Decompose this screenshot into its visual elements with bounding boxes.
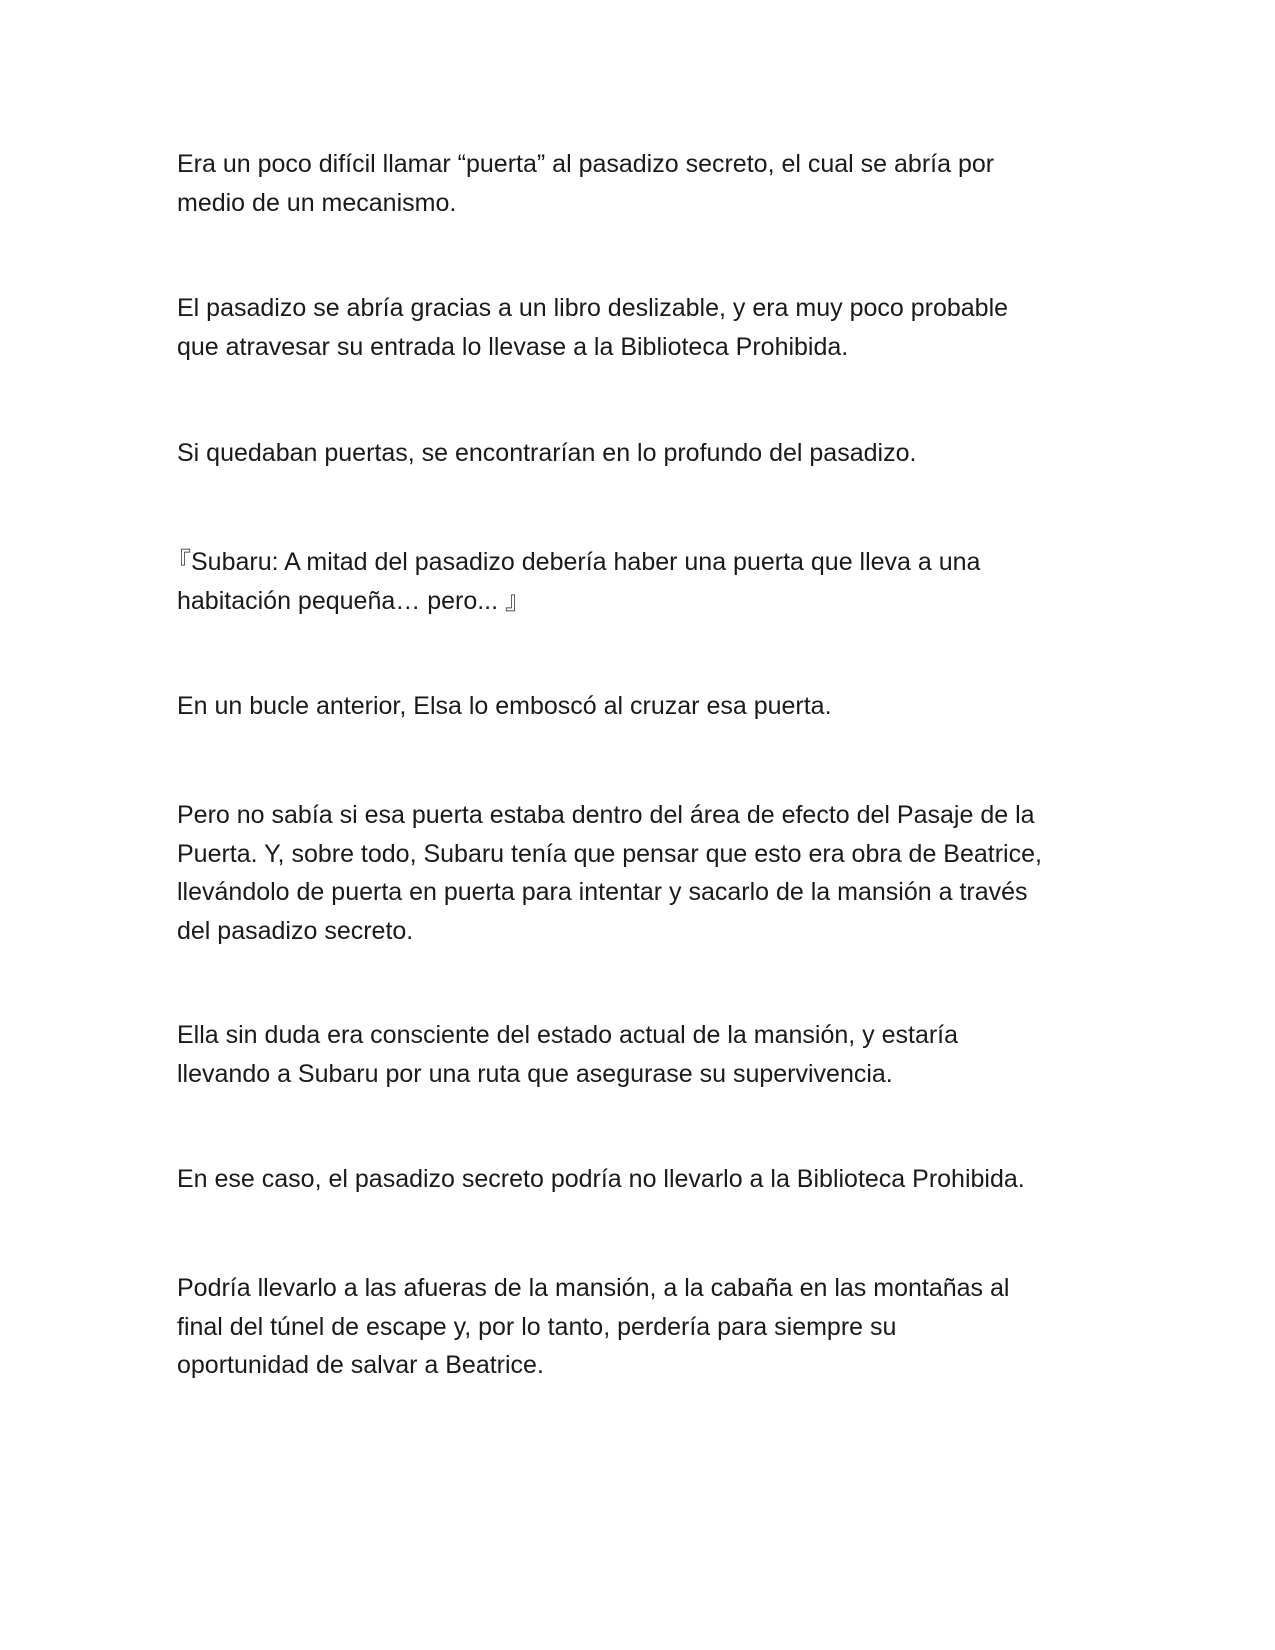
paragraph-line: Si quedaban puertas, se encontrarían en lo profundo del pasadizo. (177, 439, 917, 467)
paragraph-line: que atravesar su entrada lo llevase a la Biblioteca Prohibida. (177, 332, 849, 361)
paragraph-2 (177, 289, 1117, 366)
paragraph-line: llevándolo de puerta en puerta para intentar y sacarlo de la mansión a través (177, 878, 1028, 906)
paragraph-line: Puerta. Y, sobre todo, Subaru tenía que pensar que esto era obra de Beatrice, (177, 839, 1042, 868)
paragraph-3 (177, 434, 1117, 473)
paragraph-7 (177, 1016, 1117, 1093)
paragraph-line: Pero no sabía si esa puerta estaba dentro del área de efecto del Pasaje de la (177, 801, 1035, 829)
paragraph-line: El pasadizo se abría gracias a un libro deslizable, y era muy poco probable (177, 294, 1009, 322)
paragraph-9 (177, 1269, 1117, 1385)
paragraph-6 (177, 796, 1117, 950)
paragraph-line: En un bucle anterior, Elsa lo emboscó al cruzar esa puerta. (177, 692, 832, 720)
paragraph-line: del pasadizo secreto. (177, 916, 414, 945)
paragraph-4-dialogue (166, 543, 1117, 620)
paragraph-8 (177, 1160, 1117, 1199)
paragraph-line: Ella sin duda era consciente del estado actual de la mansión, y estaría (177, 1021, 959, 1049)
paragraph-line: habitación pequeña… pero... 』 (177, 586, 531, 615)
paragraph-line: oportunidad de salvar a Beatrice. (177, 1351, 544, 1379)
paragraph-line: 『Subaru: A mitad del pasadizo debería haber una puerta que lleva a una (166, 548, 981, 576)
paragraph-line: medio de un mecanismo. (177, 188, 457, 217)
paragraph-1 (177, 145, 1117, 222)
paragraph-line: Era un poco difícil llamar “puerta” al pasadizo secreto, el cual se abría por (177, 150, 995, 178)
paragraph-line: En ese caso, el pasadizo secreto podría no llevarlo a la Biblioteca Prohibida. (177, 1165, 1025, 1193)
paragraph-line: final del túnel de escape y, por lo tanto, perdería para siempre su (177, 1312, 897, 1341)
paragraph-line: llevando a Subaru por una ruta que asegurase su supervivencia. (177, 1059, 893, 1088)
paragraph-5 (177, 687, 1117, 726)
paragraph-line: Podría llevarlo a las afueras de la mansión, a la cabaña en las montañas al (177, 1274, 1010, 1302)
